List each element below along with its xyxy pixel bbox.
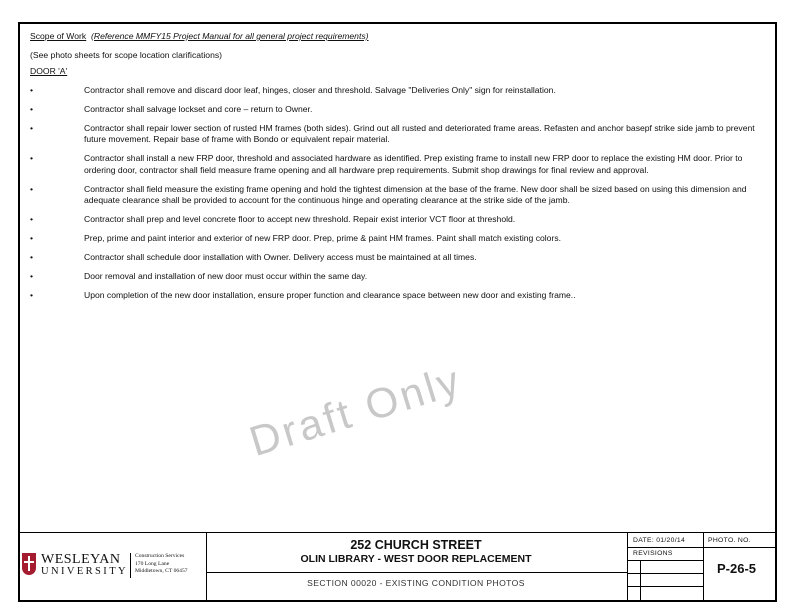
scope-bullet (30, 104, 765, 115)
project-title: OLIN LIBRARY - WEST DOOR REPLACEMENT (300, 553, 532, 565)
logo-line1: WESLEYAN (41, 552, 121, 567)
scope-reference: (Reference MMFY15 Project Manual for all general project requirements) (91, 31, 369, 41)
photo-number-line (704, 547, 776, 548)
logo-line2: UNIVERSITY (41, 566, 128, 577)
scope-bullet (30, 184, 765, 207)
scope-bullet (30, 290, 765, 301)
scope-section (30, 30, 369, 77)
bullet-text: Contractor shall salvage lockset and core – return to Owner. (84, 104, 313, 114)
door-label: DOOR 'A' (30, 66, 68, 76)
bullet-text: Contractor shall schedule door installation with Owner. Delivery access must be maintained at all times. (84, 252, 477, 263)
bullet-text: Prep, prime and paint interior and exterior of new FRP door. Prep, prime & paint HM frames. Paint shall match existing colors. (84, 233, 562, 244)
title-block-divider (627, 532, 628, 602)
bullet-text: Upon completion of the new door installation, ensure proper function and clearance space between new door and existing frame.. (84, 290, 576, 301)
office-address (135, 553, 188, 576)
shield-icon (22, 553, 36, 575)
scope-heading-line (30, 30, 369, 42)
section-divider (207, 572, 627, 573)
bullet-marker: • (30, 104, 34, 114)
bullet-marker: • (30, 233, 34, 244)
revision-line (628, 547, 703, 548)
bullet-marker: • (30, 290, 34, 301)
bullet-text: Contractor shall field measure the existing frame opening and hold the tightest dimension at the base of the frame. New door shall be sized based on using this dimension and adequate clearance shall be provided to account for the continuous hinge and operating clearance at the strike side of the jamb. (84, 183, 747, 206)
scope-note: (See photo sheets for scope location clarifications) (30, 50, 223, 60)
scope-bullet (30, 233, 765, 244)
office-dept: Construction Services (135, 553, 185, 559)
bullet-marker: • (30, 183, 34, 194)
photo-number: P-26-5 (717, 561, 757, 576)
title-block-border (18, 532, 777, 533)
draft-watermark: Draft Only (243, 356, 468, 466)
bullet-text: Contractor shall prep and level concrete floor to accept new threshold. Repair exist interior VCT floor at threshold. (84, 214, 516, 225)
bullet-text: Contractor shall remove and discard door leaf, hinges, closer and threshold. Salvage "Deliveries Only" sign for reinstallation. (84, 85, 556, 95)
scope-bullet (30, 252, 765, 263)
bullet-marker: • (30, 85, 34, 95)
section-title: SECTION 00020 - EXISTING CONDITION PHOTOS (307, 578, 525, 588)
bullet-marker: • (30, 271, 34, 282)
office-street: 170 Long Lane (135, 560, 170, 567)
scope-bullet-list (30, 85, 765, 309)
scope-bullet (30, 271, 765, 282)
bullet-text: Door removal and installation of new door must occur within the same day. (84, 271, 368, 282)
title-block-divider (703, 532, 704, 602)
photo-number-label: PHOTO. NO. (708, 537, 751, 544)
bullet-text: Contractor shall repair lower section of rusted HM frames (both sides). Grind out all rusted and deteriorated frame areas. Refasten and anchor basepf strike side jamb to prevent future movement. Repair base of frame with Bondo or equivalent repair material. (84, 123, 755, 145)
office-city: Middletown, CT 06457 (135, 568, 188, 575)
bullet-text: Contractor shall install a new FRP door, threshold and associated hardware as identified. Prep existing frame to install new FRP door to replace the existing HM door. Prior to ordering door, contractor shall field measure frame opening and all hardware prep requirements. Submit shop drawings for final review and approval. (84, 153, 743, 175)
bullet-marker: • (30, 252, 34, 263)
bullet-marker: • (30, 153, 34, 164)
logo-divider (130, 553, 131, 578)
sheet-date: DATE: 01/20/14 (633, 537, 686, 544)
bullet-marker: • (30, 214, 34, 225)
bullet-marker: • (30, 123, 34, 133)
revision-column-line (640, 560, 641, 602)
site-address: 252 CHURCH STREET (350, 538, 482, 552)
scope-bullet (30, 85, 765, 96)
scope-heading: Scope of Work (30, 31, 87, 41)
revisions-label: REVISIONS (633, 550, 673, 557)
scope-bullet (30, 214, 765, 225)
scope-bullet (30, 153, 765, 176)
scope-bullet (30, 123, 765, 146)
